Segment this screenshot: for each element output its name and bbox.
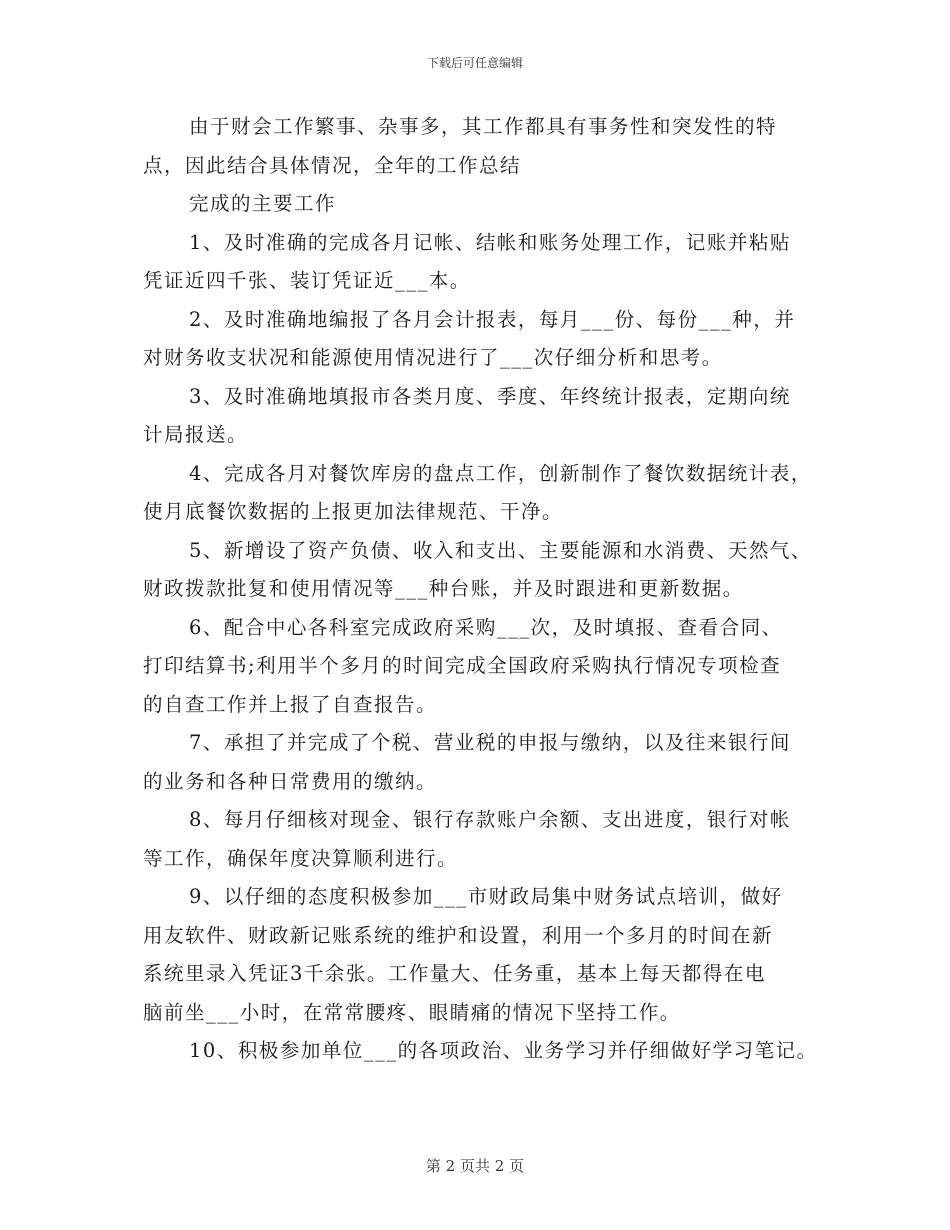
section-heading: 完成的主要工作 [189,192,337,215]
body-line: 1、及时准确的完成各月记帐、结帐和账务处理工作，记账并粘贴 [189,230,791,254]
body-line: 使月底餐饮数据的上报更加法律规范、干净。 [143,500,564,523]
body-line: 3、及时准确地填报市各类月度、季度、年终统计报表，定期向统 [189,384,791,408]
body-line: 财政拨款批复和使用情况等___种台账，并及时跟进和更新数据。 [143,577,744,600]
body-line: 2、及时准确地编报了各月会计报表，每月___份、每份___种，并 [189,307,796,331]
document-body [143,108,833,1071]
body-line: 的业务和各种日常费用的缴纳。 [143,769,438,793]
body-line: 脑前坐___小时，在常常腰疼、眼睛痛的情况下坚持工作。 [143,1000,681,1024]
body-line: 8、每月仔细核对现金、银行存款账户余额、支出进度，银行对帐 [189,808,791,831]
body-line: 凭证近四千张、装订凭证近___本。 [143,269,471,292]
body-line: 的自查工作并上报了自查报告。 [143,692,438,716]
body-line: 系统里录入凭证3千余张。工作量大、任务重，基本上每天都得在电 [143,962,766,985]
body-line: 对财务收支状况和能源使用情况进行了___次仔细分析和思考。 [143,346,723,369]
page-footer: 第 2 页共 2 页 [425,1157,525,1175]
body-line: 5、新增设了资产负债、收入和支出、主要能源和水消费、天然气、 [189,538,812,562]
page-header: 下载后可任意编辑 [426,56,523,70]
body-line: 10、积极参加单位___的各项政治、业务学习并仔细做好学习笔记。 [189,1039,818,1062]
body-line: 7、承担了并完成了个税、营业税的申报与缴纳，以及往来银行间 [189,731,791,754]
body-line: 6、配合中心各科室完成政府采购___次，及时填报、查看合同、 [189,615,783,639]
body-line: 点，因此结合具体情况，全年的工作总结 [143,153,522,177]
body-line: 用友软件、财政新记账系统的维护和设置，利用一个多月的时间在新 [143,923,774,947]
body-line: 计局报送。 [143,423,249,446]
body-line: 4、完成各月对餐饮库房的盘点工作，创新制作了餐饮数据统计表， [189,461,812,485]
body-line: 由于财会工作繁事、杂事多，其工作都具有事务性和突发性的特 [189,115,778,138]
body-line: 打印结算书;利用半个多月的时间完成全国政府采购执行情况专项检查 [143,654,782,677]
body-line: 9、以仔细的态度积极参加___市财政局集中财务试点培训，做好 [189,885,783,908]
body-line: 等工作，确保年度决算顺利进行。 [143,846,459,870]
